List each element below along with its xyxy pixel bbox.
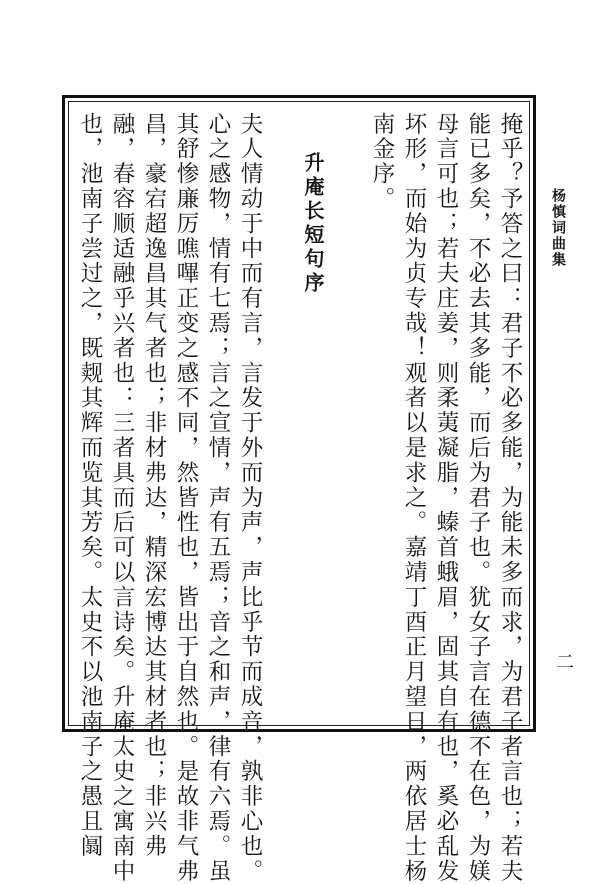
section-column-5: 融，春容顺适融乎兴者也：三者具而后可以言诗矣。升庵太史之寓南中	[109, 112, 135, 884]
section-column-2: 心之感物，情有七焉；言之宣情，声有五焉；音之和声，律有六焉。虽	[205, 112, 231, 884]
text-column-1: 掩乎？予答之曰：君子不必多能，为能未多而求，为君子者言也；若夫	[497, 112, 523, 884]
section-column-4: 昌，豪宕超逸昌其气者也；非材弗达，精深宏博达其材者也；非兴弗	[141, 112, 167, 859]
section-column-1: 夫人情动于中而有言，言发于外而为声，声比乎节而成音，孰非心也。	[237, 112, 263, 884]
running-head: 杨慎词曲集	[550, 188, 566, 268]
page-number: 二	[553, 652, 574, 670]
text-column-2: 能已多矣，不必去其多能，而后为君子也。犹女子言在德不在色，为媄	[465, 112, 491, 884]
text-column-4: 坏形，而始为贞专哉！观者以是求之。嘉靖丁酉正月望日，两依居士杨	[401, 112, 427, 884]
text-column-3: 母言可也；若夫庄姜，则柔荑凝脂，螓首蛾眉，固其自有也，奚必乱发	[433, 112, 459, 884]
text-column-5: 南金序。	[369, 112, 395, 212]
page-frame-inner-border	[68, 101, 530, 726]
section-column-3: 其舒惨廉厉噍嗶正变之感不同，然皆性也，皆出于自然也。是故非气弗	[173, 112, 199, 884]
section-title: 升庵长短句序	[301, 152, 325, 296]
section-column-6: 也，池南子尝过之，既觌其辉而览其芳矣。太史不以池南子之愚且阘	[77, 112, 103, 859]
